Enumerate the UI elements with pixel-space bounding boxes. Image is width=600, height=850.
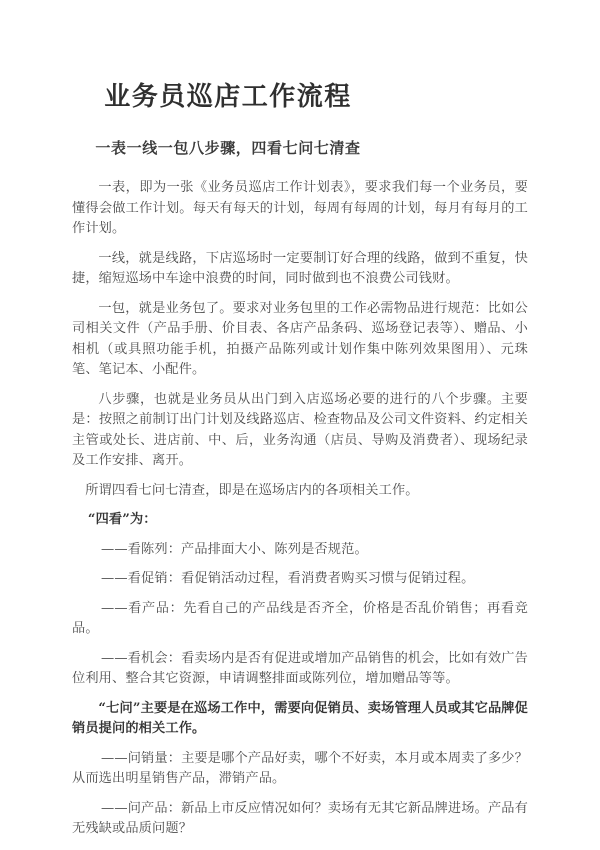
- heading-qiwen: “七问”主要是在巡场工作中，需要向促销员、卖场管理人员或其它品牌促销员提问的相关工作。: [72, 700, 528, 736]
- paragraph-suowei-sikan-qiwen: 所谓四看七问七清查，即是在巡场店内的各项相关工作。: [85, 482, 419, 498]
- list-item-wen-xiaoliang: ——问销量：主要是哪个产品好卖，哪个不好卖，本月或本周卖了多少？从而选出明星销售产品，滞销产品。: [72, 750, 528, 786]
- list-item-kan-cuxiao: ——看促销：看促销活动过程，看消费者购买习惯与促销过程。: [101, 571, 475, 586]
- heading-sikan: “四看”为：: [87, 512, 157, 527]
- body-text-block: [72, 178, 528, 849]
- paragraph-yibao: 一包，就是业务包了。要求对业务包里的工作必需物品进行规范：比如公司相关文件（产品手册、价目表、各店产品条码、巡场登记表等）、赠品、小相机（或具照功能手机，拍摄产品陈列或计划作集中陈列效果图用）、元珠笔、笔记本、小配件。: [72, 300, 528, 377]
- list-item-kan-chanpin: ——看产品：先看自己的产品线是否齐全，价格是否乱价销售；再看竞品。: [72, 600, 528, 636]
- page-subtitle: 一表一线一包八步骤，四看七问七清查: [95, 139, 361, 157]
- paragraph-babuzhou: 八步骤，也就是业务员从出门到入店巡场必要的进行的八个步骤。主要是：按照之前制订出门计划及线路巡店、检查物品及公司文件资料、约定相关主管或处长、进店前、中、后，业务沟通（店员、导购及消费者）、现场纪录及工作安排、离开。: [72, 391, 528, 468]
- list-item-kan-jihui: ——看机会：看卖场内是否有促进或增加产品销售的机会，比如有效广告位利用、整合其它资源，申请调整排面或陈列位，增加赠品等等。: [72, 650, 528, 686]
- list-item-wen-chanpin: ——问产品：新品上市反应情况如何？卖场有无其它新品牌进场。产品有无残缺或品质问题？: [72, 800, 528, 836]
- paragraph-yixian: 一线，就是线路，下店巡场时一定要制订好合理的线路，做到不重复，快捷，缩短巡场中车途中浪费的时间，同时做到也不浪费公司钱财。: [72, 250, 528, 286]
- list-item-kan-chenlie: ——看陈列：产品排面大小、陈列是否规范。: [101, 541, 368, 557]
- page-title: 业务员巡店工作流程: [104, 82, 352, 112]
- paragraph-yibiao: 一表，即为一张《业务员巡店工作计划表》，要求我们每一个业务员，要懂得会做工作计划。每天有每天的计划，每周有每周的计划，每月有每月的工作计划。: [72, 180, 528, 236]
